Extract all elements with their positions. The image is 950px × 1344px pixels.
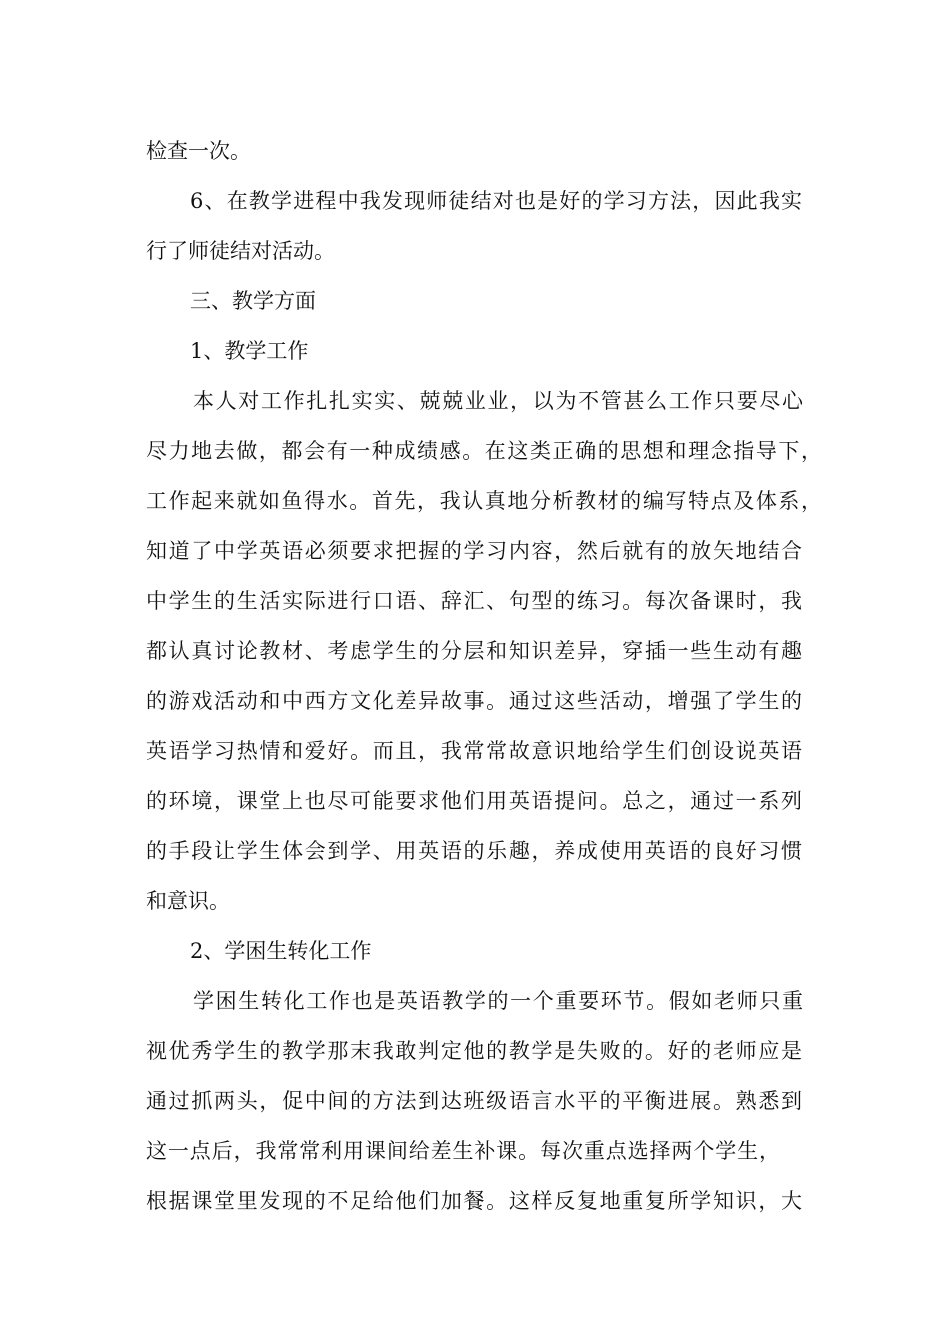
text-line-22: 根据课堂里发现的不足给他们加餐。这样反复地重复所学知识，大 <box>146 1189 802 1213</box>
text-line-6: 本人对工作扎扎实实、兢兢业业，以为不管甚么工作只要尽心 <box>193 389 803 413</box>
text-line-14: 的环境，课堂上也尽可能要求他们用英语提问。总之，通过一系列 <box>146 789 802 813</box>
text-line-2: 6、在教学进程中我发现师徒结对也是好的学习方法，因此我实 <box>190 189 802 213</box>
text-line-19: 视优秀学生的教学那末我敢判定他的教学是失败的。好的老师应是 <box>146 1039 802 1063</box>
text-line-7: 尽力地去做，都会有一种成绩感。在这类正确的思想和理念指导下， <box>146 439 822 463</box>
subsection-heading-2: 2、学困生转化工作 <box>190 939 372 963</box>
text-line-13: 英语学习热情和爱好。而且，我常常故意识地给学生们创设说英语 <box>146 739 802 763</box>
subsection-heading-1: 1、教学工作 <box>190 339 309 363</box>
text-line-1: 检查一次。 <box>146 139 251 163</box>
text-line-11: 都认真讨论教材、考虑学生的分层和知识差异，穿插一些生动有趣 <box>146 639 802 663</box>
text-line-10: 中学生的生活实际进行口语、辞汇、句型的练习。每次备课时，我 <box>146 589 802 613</box>
text-line-15: 的手段让学生体会到学、用英语的乐趣，养成使用英语的良好习惯 <box>146 839 802 863</box>
text-line-12: 的游戏活动和中西方文化差异故事。通过这些活动，增强了学生的 <box>146 689 802 713</box>
section-heading: 三、教学方面 <box>190 289 316 313</box>
text-line-21: 这一点后，我常常利用课间给差生补课。每次重点选择两个学生， <box>146 1139 780 1163</box>
text-line-18: 学困生转化工作也是英语教学的一个重要环节。假如老师只重 <box>193 989 803 1013</box>
text-line-3: 行了师徒结对活动。 <box>146 239 335 263</box>
text-line-8: 工作起来就如鱼得水。首先，我认真地分析教材的编写特点及体系， <box>146 489 822 513</box>
text-line-20: 通过抓两头，促中间的方法到达班级语言水平的平衡进展。熟悉到 <box>146 1089 802 1113</box>
text-line-9: 知道了中学英语必须要求把握的学习内容，然后就有的放矢地结合 <box>146 539 802 563</box>
text-line-16: 和意识。 <box>146 889 230 913</box>
